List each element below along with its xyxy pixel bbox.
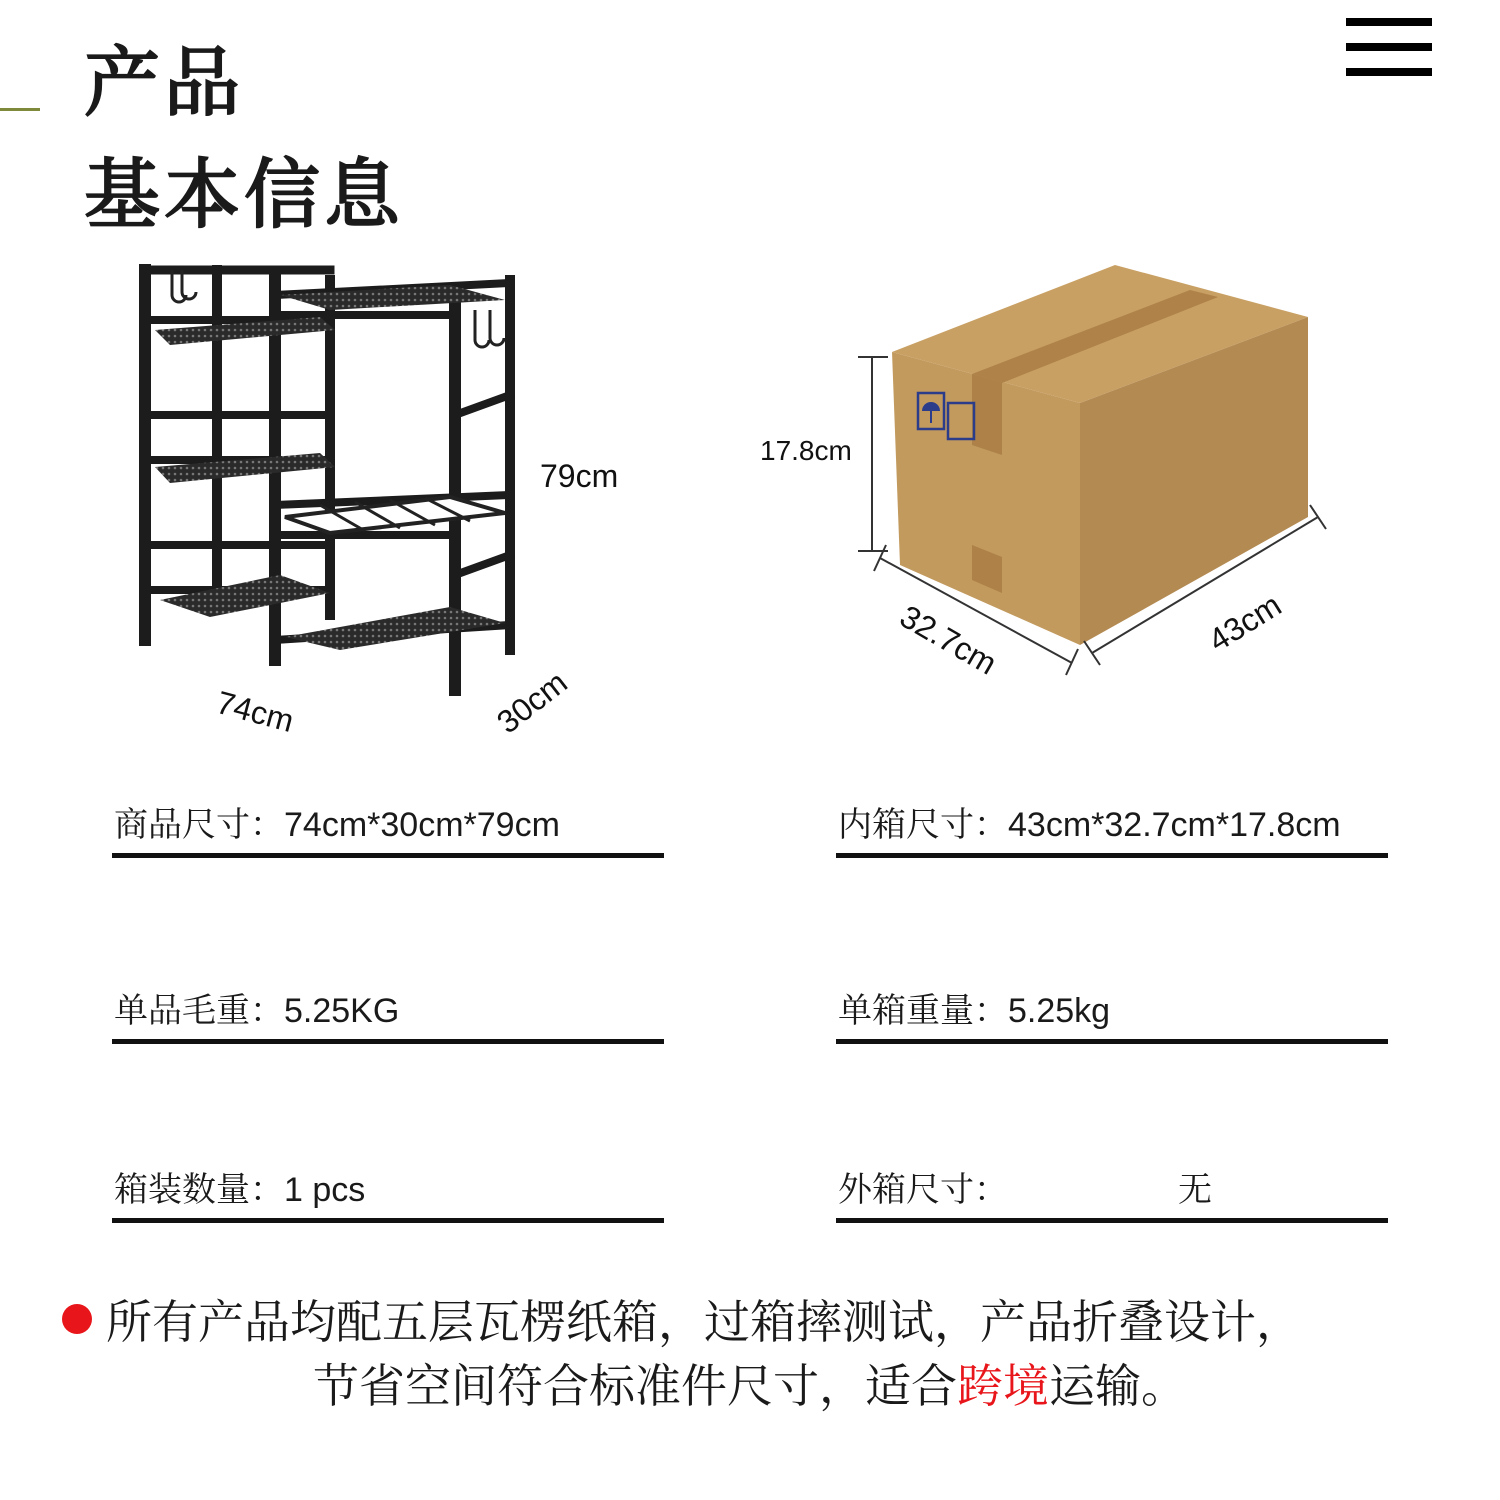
- box-width-label: 32.7cm: [894, 598, 1003, 682]
- footer-line2-after: 运输。: [1049, 1359, 1187, 1413]
- spec-value: 74cm*30cm*79cm: [284, 806, 560, 844]
- product-height-label: 79cm: [540, 458, 619, 494]
- footer-note-line2: [0, 1356, 1500, 1416]
- spec-value: 43cm*32.7cm*17.8cm: [1008, 806, 1341, 844]
- spec-label: 单品毛重：: [114, 991, 284, 1031]
- hamburger-menu-icon[interactable]: [1346, 18, 1432, 78]
- spec-value: 5.25KG: [284, 992, 400, 1030]
- spec-label: 商品尺寸：: [114, 805, 284, 845]
- cardboard-box-illustration: [740, 255, 1360, 715]
- spec-outer-box-size: [836, 1158, 1388, 1223]
- accent-line: [0, 108, 40, 111]
- bullet-dot-icon: [62, 1304, 92, 1334]
- menu-bar: [1346, 43, 1432, 51]
- spec-label: 单箱重量：: [838, 991, 1008, 1031]
- footer-line1-text: 所有产品均配五层瓦楞纸箱，过箱摔测试，产品折叠设计，: [106, 1295, 1302, 1349]
- menu-bar: [1346, 68, 1432, 76]
- spec-value: 无: [1178, 1171, 1212, 1209]
- spec-box-weight: [836, 979, 1388, 1044]
- spec-value: 5.25kg: [1008, 992, 1111, 1030]
- spec-box-quantity: [112, 1158, 664, 1223]
- product-depth-label: 30cm: [490, 663, 574, 741]
- spec-unit-weight: [112, 979, 664, 1044]
- spec-label: 内箱尺寸：: [838, 805, 1008, 845]
- footer-line2-before: 节省空间符合标准件尺寸，适合: [313, 1359, 957, 1413]
- spec-value: 1 pcs: [284, 1171, 366, 1209]
- footer-note-line1: [62, 1292, 1500, 1352]
- spec-inner-box-size: [836, 793, 1388, 858]
- spec-label: 箱装数量：: [114, 1170, 284, 1210]
- footer-highlight: 跨境: [957, 1359, 1049, 1413]
- spec-label: 外箱尺寸：: [838, 1170, 1008, 1210]
- box-height-label: 17.8cm: [760, 435, 852, 466]
- box-length-label: 43cm: [1202, 586, 1288, 659]
- menu-bar: [1346, 18, 1432, 26]
- spec-product-size: [112, 793, 664, 858]
- page-title-line1: 产品: [84, 38, 244, 127]
- page-title-line2: 基本信息: [84, 150, 404, 239]
- product-width-label: 74cm: [212, 684, 298, 740]
- shelf-rack-illustration: [130, 255, 590, 735]
